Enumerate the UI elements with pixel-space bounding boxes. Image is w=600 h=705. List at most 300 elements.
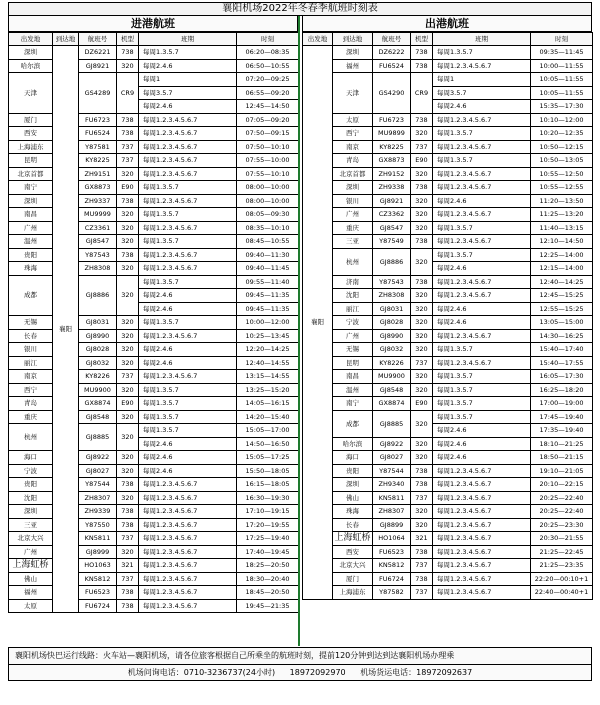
schedule-days-cell: 每周1.3.5.7 <box>433 221 531 235</box>
aircraft-type-cell: 320 <box>411 518 433 532</box>
flight-number-cell: GJ8921 <box>79 59 117 73</box>
schedule-days-cell: 每周2.4.6 <box>433 437 531 451</box>
aircraft-type-cell: 738 <box>411 113 433 127</box>
schedule-days-cell: 每周2.4.6 <box>433 100 531 114</box>
table-row <box>9 194 299 208</box>
schedule-days-cell: 每周1.2.3.4.5.6.7 <box>433 113 531 127</box>
schedule-days-cell: 每周1.2.3.4.5.6.7 <box>433 518 531 532</box>
time-cell: 15:05—17:25 <box>237 451 299 465</box>
table-row <box>303 248 593 262</box>
aircraft-type-cell: 320 <box>117 356 139 370</box>
origin-cell: 三亚 <box>9 518 53 532</box>
flight-number-cell: FU6723 <box>79 113 117 127</box>
schedule-days-cell: 每周1.3.5.7 <box>139 397 237 411</box>
aircraft-type-cell: 320 <box>117 410 139 424</box>
flight-number-cell: GJ8031 <box>79 316 117 330</box>
flight-number-cell: GX8873 <box>79 181 117 195</box>
schedule-days-cell: 每周1.3.5.7 <box>433 397 531 411</box>
time-cell: 20:25—23:30 <box>531 518 593 532</box>
schedule-days-cell: 每周1.2.3.4.5.6.7 <box>433 289 531 303</box>
time-cell: 10:10—12:00 <box>531 113 593 127</box>
schedule-days-cell: 每周3.5.7 <box>433 86 531 100</box>
aircraft-type-cell: 320 <box>411 208 433 222</box>
schedule-days-cell: 每周1.2.3.4.5.6.7 <box>433 572 531 586</box>
flight-number-cell: ZH9339 <box>79 505 117 519</box>
table-row <box>303 59 593 73</box>
flight-number-cell: GJ8886 <box>373 248 411 275</box>
aircraft-type-cell: 320 <box>117 464 139 478</box>
column-header: 航班号 <box>79 33 117 46</box>
table-row <box>303 113 593 127</box>
schedule-days-cell: 每周1 <box>433 73 531 87</box>
time-cell: 17:40—19:45 <box>237 545 299 559</box>
flight-number-cell: GJ8547 <box>373 221 411 235</box>
destination-cell: 成都 <box>333 410 373 437</box>
origin-cell: 佛山 <box>9 572 53 586</box>
flight-number-cell: KN5812 <box>79 572 117 586</box>
origin-cell: 南昌 <box>9 208 53 222</box>
destination-cell: 海口 <box>333 451 373 465</box>
schedule-days-cell: 每周1.2.3.4.5.6.7 <box>139 140 237 154</box>
origin-cell: 广州 <box>9 545 53 559</box>
aircraft-type-cell: 320 <box>117 275 139 316</box>
flight-number-cell: Y87544 <box>373 464 411 478</box>
flight-number-cell: GX8874 <box>79 397 117 411</box>
table-row <box>9 451 299 465</box>
table-row <box>303 451 593 465</box>
time-cell: 12:20—14:25 <box>237 343 299 357</box>
destination-cell: 三亚 <box>333 235 373 249</box>
aircraft-type-cell: 321 <box>411 532 433 546</box>
time-cell: 07:50—10:10 <box>237 140 299 154</box>
aircraft-type-cell: 738 <box>117 113 139 127</box>
origin-cell: 海口 <box>9 451 53 465</box>
time-cell: 07:20—09:25 <box>237 73 299 87</box>
table-row <box>9 383 299 397</box>
flight-number-cell: HO1063 <box>79 559 117 573</box>
table-row <box>9 154 299 168</box>
time-cell: 17:20—19:55 <box>237 518 299 532</box>
aircraft-type-cell: 320 <box>117 316 139 330</box>
aircraft-type-cell: 320 <box>117 545 139 559</box>
table-row <box>303 194 593 208</box>
departures-title: 出港航班 <box>302 16 592 32</box>
aircraft-type-cell: 738 <box>117 599 139 613</box>
schedule-days-cell: 每周1.3.5.7 <box>139 410 237 424</box>
flight-number-cell: ZH8307 <box>373 505 411 519</box>
table-row <box>303 410 593 424</box>
schedule-days-cell: 每周3.5.7 <box>139 86 237 100</box>
time-cell: 20:25—22:40 <box>531 505 593 519</box>
time-cell: 18:10—21:25 <box>531 437 593 451</box>
table-row <box>303 235 593 249</box>
mobile-phone: 18972092970 <box>289 668 346 677</box>
aircraft-type-cell: E90 <box>117 181 139 195</box>
table-row <box>9 424 299 438</box>
table-row <box>9 599 299 613</box>
time-cell: 18:50—21:15 <box>531 451 593 465</box>
schedule-days-cell: 每周1.2.3.4.5.6.7 <box>433 59 531 73</box>
column-header: 出发地 <box>9 33 53 46</box>
table-row <box>303 73 593 87</box>
aircraft-type-cell: 320 <box>117 451 139 465</box>
table-row <box>303 329 593 343</box>
aircraft-type-cell: 320 <box>411 383 433 397</box>
flight-number-cell: GJ8999 <box>79 545 117 559</box>
aircraft-type-cell: 738 <box>411 46 433 60</box>
table-row <box>303 356 593 370</box>
schedule-days-cell: 每周2.4.6 <box>433 194 531 208</box>
time-cell: 22:20—00:10+1 <box>531 572 593 586</box>
time-cell: 09:45—11:35 <box>237 302 299 316</box>
schedule-days-cell: 每周2.4.6 <box>433 424 531 438</box>
flight-number-cell: GJ8922 <box>79 451 117 465</box>
time-cell: 14:05—16:15 <box>237 397 299 411</box>
flight-number-cell: DZ6222 <box>373 46 411 60</box>
aircraft-type-cell: CR9 <box>117 73 139 114</box>
schedule-days-cell: 每周1.3.5.7 <box>433 343 531 357</box>
aircraft-type-cell: 320 <box>117 262 139 276</box>
time-cell: 17:35—19:40 <box>531 424 593 438</box>
table-row <box>9 370 299 384</box>
destination-cell: 长春 <box>333 518 373 532</box>
flight-number-cell: FU6724 <box>373 572 411 586</box>
schedule-days-cell: 每周1.3.5.7 <box>433 46 531 60</box>
time-cell: 15:35—17:30 <box>531 100 593 114</box>
table-row <box>9 221 299 235</box>
flight-number-cell: KY8225 <box>373 140 411 154</box>
flight-number-cell: MU9899 <box>373 127 411 141</box>
table-row <box>9 505 299 519</box>
origin-cell: 哈尔滨 <box>9 59 53 73</box>
flight-number-cell: FU6523 <box>79 586 117 600</box>
flight-number-cell: FU6523 <box>373 545 411 559</box>
schedule-days-cell: 每周1.2.3.4.5.6.7 <box>433 586 531 600</box>
schedule-days-cell: 每周2.4.6 <box>139 59 237 73</box>
time-cell: 11:25—13:20 <box>531 208 593 222</box>
origin-cell: 贵阳 <box>9 248 53 262</box>
table-row <box>9 464 299 478</box>
time-cell: 12:45—14:50 <box>237 100 299 114</box>
time-cell: 10:55—12:55 <box>531 181 593 195</box>
destination-cell: 福州 <box>333 59 373 73</box>
origin-cell: 深圳 <box>9 46 53 60</box>
aircraft-type-cell: 737 <box>411 140 433 154</box>
time-cell: 08:35—10:10 <box>237 221 299 235</box>
destination-cell: 北京大兴 <box>333 559 373 573</box>
time-cell: 07:05—09:20 <box>237 113 299 127</box>
origin-cell: 深圳 <box>9 505 53 519</box>
flight-number-cell: GJ8548 <box>373 383 411 397</box>
time-cell: 15:50—18:05 <box>237 464 299 478</box>
aircraft-type-cell: 320 <box>411 221 433 235</box>
time-cell: 12:40—14:55 <box>237 356 299 370</box>
cargo-phone: 机场货运电话：18972092637 <box>360 668 473 677</box>
destination-cell: 温州 <box>333 383 373 397</box>
time-cell: 17:45—19:40 <box>531 410 593 424</box>
table-row <box>303 343 593 357</box>
table-row <box>9 586 299 600</box>
time-cell: 21:25—22:45 <box>531 545 593 559</box>
flight-number-cell: Y87550 <box>79 518 117 532</box>
schedule-days-cell: 每周1.2.3.4.5.6.7 <box>139 559 237 573</box>
table-row <box>9 208 299 222</box>
aircraft-type-cell: 320 <box>117 383 139 397</box>
table-row <box>9 235 299 249</box>
inquiry-phone: 机场问询电话：0710-3236737(24小时) <box>127 668 276 677</box>
table-row <box>303 478 593 492</box>
column-header: 到达地 <box>333 33 373 46</box>
table-row <box>303 397 593 411</box>
schedule-days-cell: 每周1.3.5.7 <box>139 46 237 60</box>
aircraft-type-cell: 320 <box>411 370 433 384</box>
time-cell: 14:50—16:50 <box>237 437 299 451</box>
time-cell: 20:30—21:55 <box>531 532 593 546</box>
flight-number-cell: KN5811 <box>79 532 117 546</box>
table-row <box>9 113 299 127</box>
time-cell: 10:50—12:15 <box>531 140 593 154</box>
table-row <box>303 46 593 60</box>
flight-number-cell: KN5812 <box>373 559 411 573</box>
destination-cell: 西安 <box>333 545 373 559</box>
flight-number-cell: MU9900 <box>79 383 117 397</box>
time-cell: 08:00—10:00 <box>237 194 299 208</box>
flight-number-cell: Y87582 <box>373 586 411 600</box>
table-row <box>9 491 299 505</box>
destination-cell: 济南 <box>333 275 373 289</box>
time-cell: 16:15—18:05 <box>237 478 299 492</box>
aircraft-type-cell: 320 <box>117 208 139 222</box>
center-divider <box>298 16 300 646</box>
column-header: 时刻 <box>237 33 299 46</box>
schedule-days-cell: 每周1.3.5.7 <box>139 235 237 249</box>
schedule-days-cell: 每周2.4.6 <box>139 437 237 451</box>
flight-number-cell: CZ3362 <box>373 208 411 222</box>
time-cell: 09:35—11:45 <box>531 46 593 60</box>
schedule-days-cell: 每周2.4.6 <box>433 302 531 316</box>
aircraft-type-cell: 737 <box>411 491 433 505</box>
aircraft-type-cell: 320 <box>411 167 433 181</box>
destination-cell: 珠海 <box>333 505 373 519</box>
aircraft-type-cell: 738 <box>411 181 433 195</box>
destination-cell: 北京首都 <box>333 167 373 181</box>
origin-cell: 西宁 <box>9 383 53 397</box>
destination-cell: 沈阳 <box>333 289 373 303</box>
destination-cell: 青岛 <box>333 154 373 168</box>
origin-cell: 襄阳 <box>303 46 333 600</box>
time-cell: 11:20—13:50 <box>531 194 593 208</box>
destination-cell: 广州 <box>333 329 373 343</box>
time-cell: 13:15—14:55 <box>237 370 299 384</box>
table-row <box>303 518 593 532</box>
table-row <box>9 559 299 573</box>
origin-cell: 银川 <box>9 343 53 357</box>
schedule-days-cell: 每周2.4.6 <box>139 464 237 478</box>
flight-number-cell: GJ8028 <box>79 343 117 357</box>
schedule-days-cell: 每周2.4.6 <box>433 316 531 330</box>
destination-cell: 杭州 <box>333 248 373 275</box>
schedule-days-cell: 每周1.2.3.4.5.6.7 <box>433 208 531 222</box>
flight-number-cell: GJ8548 <box>79 410 117 424</box>
aircraft-type-cell: 738 <box>117 586 139 600</box>
time-cell: 19:10—21:05 <box>531 464 593 478</box>
table-row <box>9 343 299 357</box>
table-row <box>303 221 593 235</box>
destination-cell: 厦门 <box>333 572 373 586</box>
table-row <box>303 154 593 168</box>
time-cell: 20:25—22:40 <box>531 491 593 505</box>
destination-cell: 太原 <box>333 113 373 127</box>
origin-cell: 无锡 <box>9 316 53 330</box>
schedule-days-cell: 每周1.2.3.4.5.6.7 <box>139 248 237 262</box>
flight-number-cell: KY8225 <box>79 154 117 168</box>
aircraft-type-cell: 738 <box>117 127 139 141</box>
flight-number-cell: GJ8032 <box>79 356 117 370</box>
origin-cell: 昆明 <box>9 154 53 168</box>
departures-table <box>302 32 593 600</box>
table-row <box>9 262 299 276</box>
schedule-days-cell: 每周1.2.3.4.5.6.7 <box>139 599 237 613</box>
destination-cell: 丽江 <box>333 302 373 316</box>
aircraft-type-cell: 737 <box>117 532 139 546</box>
schedule-days-cell: 每周2.4.6 <box>433 451 531 465</box>
schedule-days-cell: 每周1.2.3.4.5.6.7 <box>139 113 237 127</box>
schedule-days-cell: 每周1.3.5.7 <box>139 424 237 438</box>
aircraft-type-cell: 738 <box>117 518 139 532</box>
aircraft-type-cell: 320 <box>117 221 139 235</box>
flight-number-cell: GJ8886 <box>79 275 117 316</box>
aircraft-type-cell: E90 <box>117 397 139 411</box>
flight-number-cell: Y87581 <box>79 140 117 154</box>
flight-number-cell: HO1064 <box>373 532 411 546</box>
time-cell: 10:00—12:00 <box>237 316 299 330</box>
time-cell: 12:40—14:25 <box>531 275 593 289</box>
flight-number-cell: ZH8308 <box>373 289 411 303</box>
schedule-days-cell: 每周1.2.3.4.5.6.7 <box>433 478 531 492</box>
flight-number-cell: CZ3361 <box>79 221 117 235</box>
time-cell: 12:10—14:50 <box>531 235 593 249</box>
schedule-days-cell: 每周1.3.5.7 <box>433 383 531 397</box>
table-row <box>303 532 593 546</box>
contact-line <box>9 665 591 681</box>
flight-number-cell: MU9999 <box>79 208 117 222</box>
aircraft-type-cell: 321 <box>117 559 139 573</box>
origin-cell: 天津 <box>9 73 53 114</box>
time-cell: 09:45—11:35 <box>237 289 299 303</box>
page-title: 襄阳机场2022年冬春季航班时刻表 <box>8 2 592 16</box>
flight-number-cell: ZH9337 <box>79 194 117 208</box>
flight-number-cell: GJ8990 <box>373 329 411 343</box>
table-row <box>303 545 593 559</box>
destination-cell: 广州 <box>333 208 373 222</box>
schedule-days-cell: 每周1 <box>139 73 237 87</box>
flight-number-cell: ZH8307 <box>79 491 117 505</box>
origin-cell: 长春 <box>9 329 53 343</box>
destination-cell: 哈尔滨 <box>333 437 373 451</box>
schedule-days-cell: 每周2.4.6 <box>433 262 531 276</box>
time-cell: 21:25—23:35 <box>531 559 593 573</box>
flight-number-cell: FU6723 <box>373 113 411 127</box>
aircraft-type-cell: 320 <box>117 343 139 357</box>
time-cell: 10:55—12:50 <box>531 167 593 181</box>
flight-number-cell: GJ8990 <box>79 329 117 343</box>
destination-cell: 天津 <box>333 73 373 114</box>
aircraft-type-cell: 320 <box>411 505 433 519</box>
flight-number-cell: GJ8899 <box>373 518 411 532</box>
flight-number-cell: GX8873 <box>373 154 411 168</box>
time-cell: 06:50—10:55 <box>237 59 299 73</box>
schedule-days-cell: 每周1.2.3.4.5.6.7 <box>139 518 237 532</box>
time-cell: 17:10—19:15 <box>237 505 299 519</box>
table-row <box>9 127 299 141</box>
destination-cell: 南京 <box>333 140 373 154</box>
aircraft-type-cell: 738 <box>411 275 433 289</box>
flight-number-cell: GJ8031 <box>373 302 411 316</box>
column-header: 出发地 <box>303 33 333 46</box>
aircraft-type-cell: 737 <box>117 154 139 168</box>
origin-cell: 成都 <box>9 275 53 316</box>
schedule-days-cell: 每周1.2.3.4.5.6.7 <box>139 329 237 343</box>
aircraft-type-cell: 320 <box>411 316 433 330</box>
schedule-days-cell: 每周1.2.3.4.5.6.7 <box>139 127 237 141</box>
schedule-days-cell: 每周2.4.6 <box>139 289 237 303</box>
destination-cell: 上海虹桥 <box>334 533 371 544</box>
schedule-days-cell: 每周1.3.5.7 <box>139 316 237 330</box>
schedule-days-cell: 每周1.2.3.4.5.6.7 <box>433 167 531 181</box>
time-cell: 16:30—19:30 <box>237 491 299 505</box>
schedule-days-cell: 每周1.2.3.4.5.6.7 <box>433 275 531 289</box>
schedule-days-cell: 每周1.2.3.4.5.6.7 <box>433 140 531 154</box>
aircraft-type-cell: 320 <box>411 451 433 465</box>
table-row <box>9 140 299 154</box>
destination-cell: 重庆 <box>333 221 373 235</box>
time-cell: 11:40—13:15 <box>531 221 593 235</box>
aircraft-type-cell: 320 <box>411 194 433 208</box>
origin-cell: 太原 <box>9 599 53 613</box>
schedule-days-cell: 每周1.2.3.4.5.6.7 <box>139 221 237 235</box>
aircraft-type-cell: 738 <box>411 59 433 73</box>
column-header: 班期 <box>433 33 531 46</box>
aircraft-type-cell: 737 <box>411 356 433 370</box>
table-row <box>303 559 593 573</box>
table-row <box>303 167 593 181</box>
aircraft-type-cell: 320 <box>117 235 139 249</box>
flight-number-cell: DZ6221 <box>79 46 117 60</box>
table-row <box>9 73 299 87</box>
column-header: 航班号 <box>373 33 411 46</box>
table-row <box>9 478 299 492</box>
table-row <box>9 572 299 586</box>
aircraft-type-cell: CR9 <box>411 73 433 114</box>
flight-number-cell: GS4289 <box>79 73 117 114</box>
schedule-days-cell: 每周1.2.3.4.5.6.7 <box>139 491 237 505</box>
time-cell: 10:50—13:05 <box>531 154 593 168</box>
flight-number-cell: ZH8308 <box>79 262 117 276</box>
aircraft-type-cell: 738 <box>411 464 433 478</box>
flight-number-cell: Y87544 <box>79 478 117 492</box>
table-row <box>9 248 299 262</box>
destination-cell: 上海浦东 <box>333 586 373 600</box>
aircraft-type-cell: 738 <box>117 478 139 492</box>
time-cell: 10:20—12:35 <box>531 127 593 141</box>
destination-cell: 深圳 <box>333 46 373 60</box>
origin-cell: 南宁 <box>9 181 53 195</box>
table-row <box>303 289 593 303</box>
schedule-days-cell: 每周1.2.3.4.5.6.7 <box>139 478 237 492</box>
time-cell: 08:05—09:30 <box>237 208 299 222</box>
schedule-days-cell: 每周2.4.6 <box>139 451 237 465</box>
time-cell: 06:55—09:20 <box>237 86 299 100</box>
